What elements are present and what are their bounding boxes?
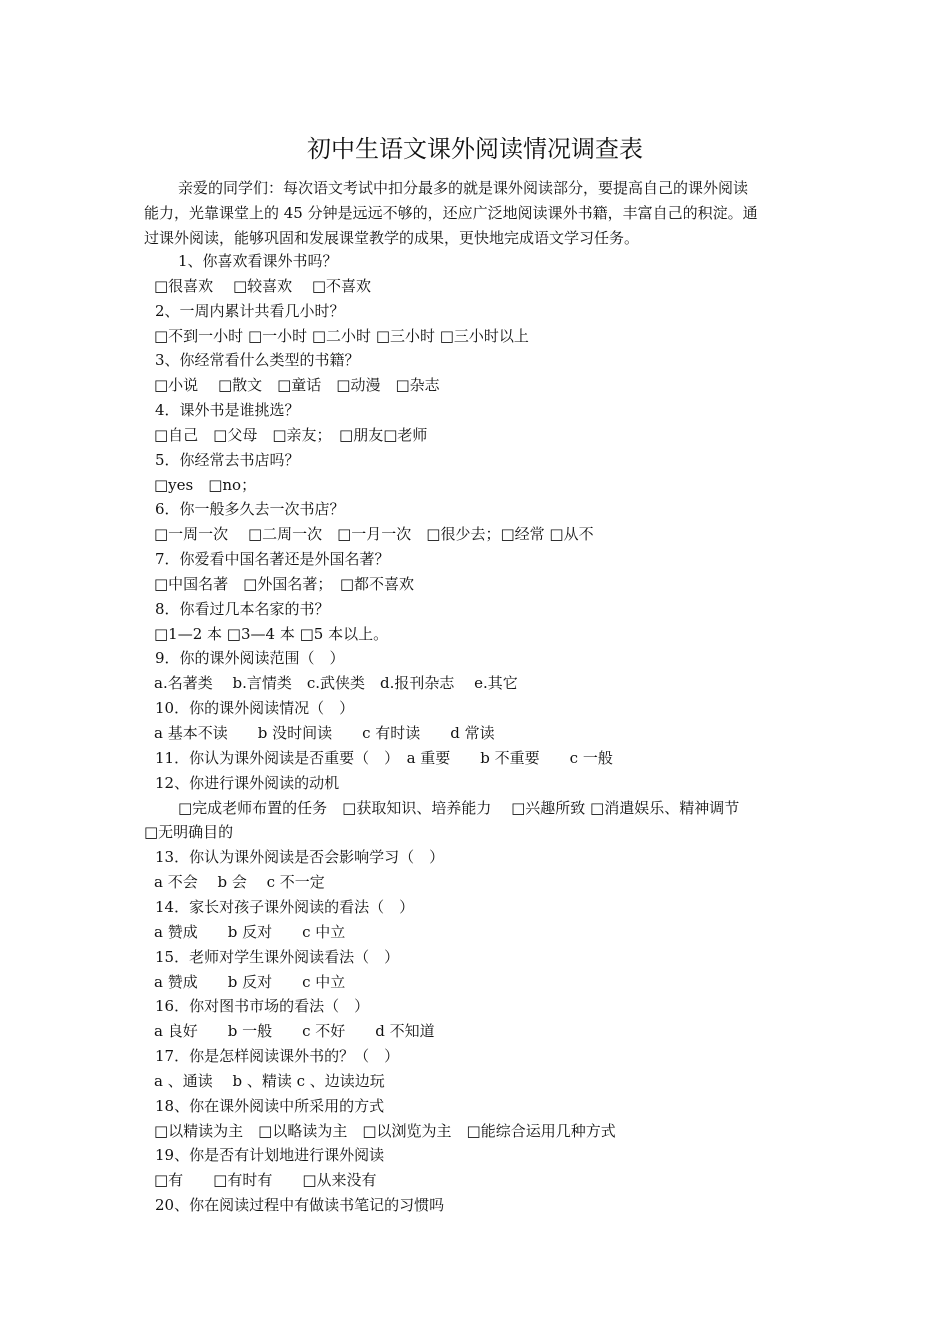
question-5: 5．你经常去书店吗？ — [155, 451, 300, 469]
question-9: 9．你的课外阅读范围（ ） — [155, 649, 345, 667]
options-9: a.名著类 b.言情类 c.武侠类 d.报刊杂志 e.其它 — [154, 674, 518, 692]
options-10: a 基本不读 b 没时间读 c 有时读 d 常读 — [154, 724, 495, 742]
question-19: 19、你是否有计划地进行课外阅读 — [155, 1146, 385, 1164]
intro-line: 亲爱的同学们：每次语文考试中扣分最多的就是课外阅读部分，要提高自己的课外阅读 — [178, 179, 749, 197]
options-14: a 赞成 b 反对 c 中立 — [154, 923, 346, 941]
question-20: 20、你在阅读过程中有做读书笔记的习惯吗 — [155, 1196, 445, 1214]
question-15: 15．老师对学生课外阅读看法（ ） — [155, 948, 400, 966]
question-1: 1、你喜欢看课外书吗？ — [178, 252, 338, 270]
options-1: □很喜欢 □较喜欢 □不喜欢 — [154, 277, 372, 295]
intro-line: 能力，光靠课堂上的 45 分钟是远远不够的，还应广泛地阅读课外书籍，丰富自己的积淀。通 — [144, 204, 758, 222]
options-5: □yes □no； — [154, 476, 257, 494]
question-18: 18、你在课外阅读中所采用的方式 — [155, 1097, 385, 1115]
options-18: □以精读为主 □以略读为主 □以浏览为主 □能综合运用几种方式 — [154, 1122, 616, 1140]
question-8: 8．你看过几本名家的书？ — [155, 600, 330, 618]
question-6: 6．你一般多久去一次书店？ — [155, 500, 345, 518]
options-19: □有 □有时有 □从来没有 — [154, 1171, 377, 1189]
options-16: a 良好 b 一般 c 不好 d 不知道 — [154, 1022, 435, 1040]
options-12-cont: □无明确目的 — [144, 823, 234, 841]
options-3: □小说 □散文 □童话 □动漫 □杂志 — [154, 376, 440, 394]
question-3: 3、你经常看什么类型的书籍？ — [155, 351, 360, 369]
question-4: 4．课外书是谁挑选？ — [155, 401, 300, 419]
question-7: 7．你爱看中国名著还是外国名著？ — [155, 550, 390, 568]
options-2: □不到一小时 □一小时 □二小时 □三小时 □三小时以上 — [154, 327, 529, 345]
intro-line: 过课外阅读，能够巩固和发展课堂教学的成果，更快地完成语文学习任务。 — [144, 229, 640, 247]
question-2: 2、一周内累计共看几小时？ — [155, 302, 345, 320]
question-14: 14．家长对孩子课外阅读的看法（ ） — [155, 898, 415, 916]
question-17: 17．你是怎样阅读课外书的？（ ） — [155, 1047, 400, 1065]
options-7: □中国名著 □外国名著； □都不喜欢 — [154, 575, 415, 593]
question-13: 13．你认为课外阅读是否会影响学习（ ） — [155, 848, 445, 866]
question-16: 16．你对图书市场的看法（ ） — [155, 997, 370, 1015]
page-title: 初中生语文课外阅读情况调查表 — [307, 135, 643, 163]
question-12: 12、你进行课外阅读的动机 — [155, 774, 340, 792]
options-17: a 、通读 b 、精读 c 、边读边玩 — [154, 1072, 385, 1090]
options-8: □1—2 本 □3—4 本 □5 本以上。 — [154, 625, 389, 643]
intro-paragraph — [144, 176, 816, 251]
question-11: 11．你认为课外阅读是否重要（ ） a 重要 b 不重要 c 一般 — [155, 749, 613, 767]
question-10: 10．你的课外阅读情况（ ） — [155, 699, 355, 717]
options-12: □完成老师布置的任务 □获取知识、培养能力 □兴趣所致 □消遣娱乐、精神调节 — [178, 799, 740, 817]
options-13: a 不会 b 会 c 不一定 — [154, 873, 325, 891]
options-15: a 赞成 b 反对 c 中立 — [154, 973, 346, 991]
options-6: □一周一次 □二周一次 □一月一次 □很少去；□经常 □从不 — [154, 525, 594, 543]
options-4: □自己 □父母 □亲友； □朋友□老师 — [154, 426, 428, 444]
